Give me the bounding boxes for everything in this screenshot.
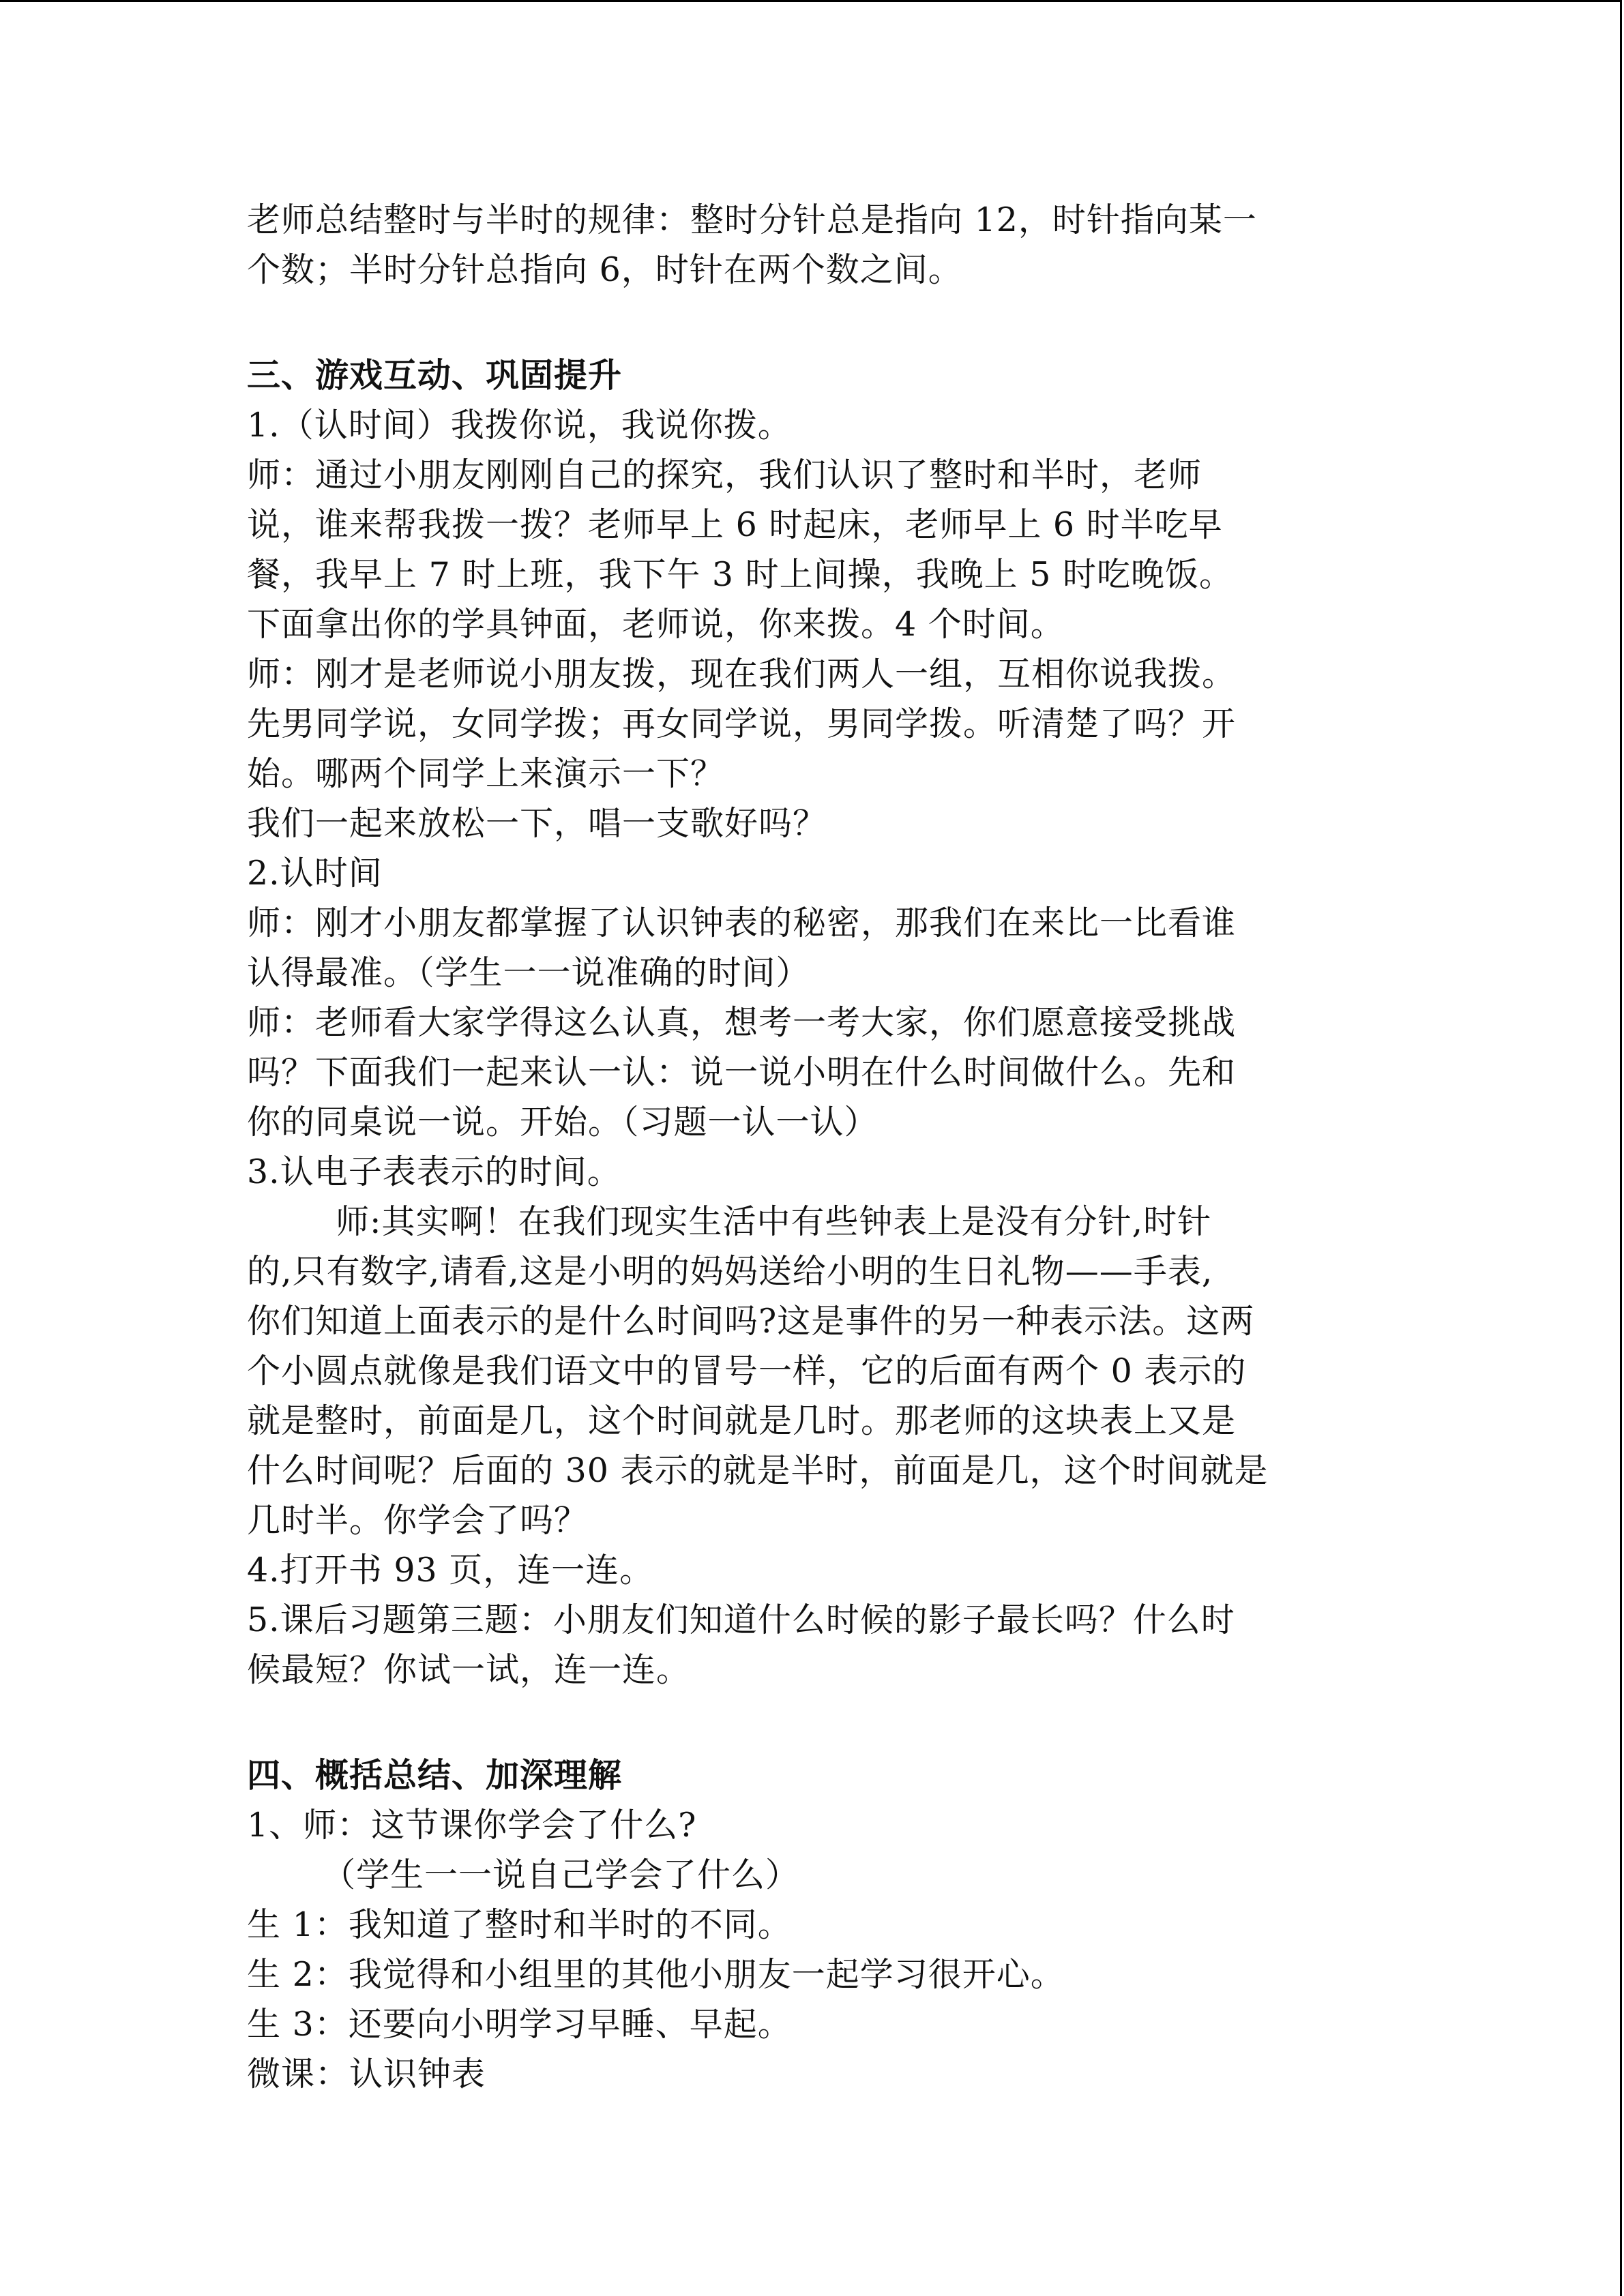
text-line: 老师总结整时与半时的规律：整时分针总是指向 12，时针指向某一	[247, 200, 1257, 239]
text-line: 餐，我早上 7 时上班，我下午 3 时上间操，我晚上 5 时吃晚饭。	[247, 555, 1233, 594]
text-line: 师：刚才小朋友都掌握了认识钟表的秘密，那我们在来比一比看谁	[247, 904, 1237, 942]
text-line: 师：老师看大家学得这么认真，想考一考大家，你们愿意接受挑战	[247, 1003, 1237, 1042]
section-heading: 三、游戏互动、巩固提升	[247, 355, 623, 395]
text-line: 下面拿出你的学具钟面，老师说，你来拨。4 个时间。	[247, 605, 1065, 644]
text-line: 你们知道上面表示的是什么时间吗?这是事件的另一种表示法。这两	[247, 1302, 1255, 1341]
text-line: 说，谁来帮我拨一拨？老师早上 6 时起床，老师早上 6 时半吃早	[247, 505, 1223, 544]
text-line: 就是整时，前面是几，这个时间就是几时。那老师的这块表上又是	[247, 1401, 1237, 1440]
text-line: 的,只有数字,请看,这是小明的妈妈送给小明的生日礼物——手表,	[247, 1252, 1213, 1291]
text-line: 1.（认时间）我拨你说，我说你拨。	[247, 406, 792, 445]
text-line: 1、师：这节课你学会了什么?	[247, 1806, 697, 1845]
text-line: 4.打开书 93 页，连一连。	[247, 1551, 654, 1590]
text-line: 师：通过小朋友刚刚自己的探究，我们认识了整时和半时，老师	[247, 456, 1202, 494]
text-line: 3.认电子表表示的时间。	[247, 1152, 621, 1191]
section-3	[247, 351, 1383, 1695]
text-line: 生 1：我知道了整时和半时的不同。	[247, 1905, 792, 1944]
text-line: 生 3：还要向小明学习早睡、早起。	[247, 2005, 792, 2044]
text-line: 微课：认识钟表	[247, 2055, 486, 2093]
text-line: 候最短？你试一试，连一连。	[247, 1650, 691, 1689]
text-line: 生 2：我觉得和小组里的其他小朋友一起学习很开心。	[247, 1955, 1065, 1994]
text-line: 先男同学说，女同学拨；再女同学说，男同学拨。听清楚了吗？开	[247, 704, 1237, 743]
indented-text-line: 师:其实啊！在我们现实生活中有些钟表上是没有分针,时针	[336, 1202, 1212, 1241]
text-line: 5.课后习题第三题：小朋友们知道什么时候的影子最长吗？什么时	[247, 1600, 1235, 1639]
intro-paragraph	[247, 195, 1383, 295]
text-line: 个数；半时分针总指向 6，时针在两个数之间。	[247, 250, 962, 289]
text-line: 吗？下面我们一起来认一认：说一说小明在什么时间做什么。先和	[247, 1053, 1237, 1092]
section-4	[247, 1750, 1383, 2099]
indented-text-line: （学生一一说自己学会了什么）	[322, 1855, 800, 1894]
section-heading: 四、概括总结、加深理解	[247, 1755, 623, 1795]
text-line: 你的同桌说一说。开始。（习题一认一认）	[247, 1103, 879, 1142]
text-line: 认得最准。（学生一一说准确的时间）	[247, 953, 810, 992]
text-line: 2.认时间	[247, 854, 383, 893]
text-line: 我们一起来放松一下，唱一支歌好吗？	[247, 804, 827, 843]
document-body	[247, 195, 1383, 2099]
text-line: 个小圆点就像是我们语文中的冒号一样，它的后面有两个 0 表示的	[247, 1352, 1247, 1390]
text-line: 始。哪两个同学上来演示一下？	[247, 754, 725, 793]
text-line: 什么时间呢？后面的 30 表示的就是半时，前面是几，这个时间就是	[247, 1451, 1269, 1490]
text-line: 几时半。你学会了吗？	[247, 1501, 589, 1540]
text-line: 师：刚才是老师说小朋友拨，现在我们两人一组，互相你说我拨。	[247, 655, 1237, 694]
